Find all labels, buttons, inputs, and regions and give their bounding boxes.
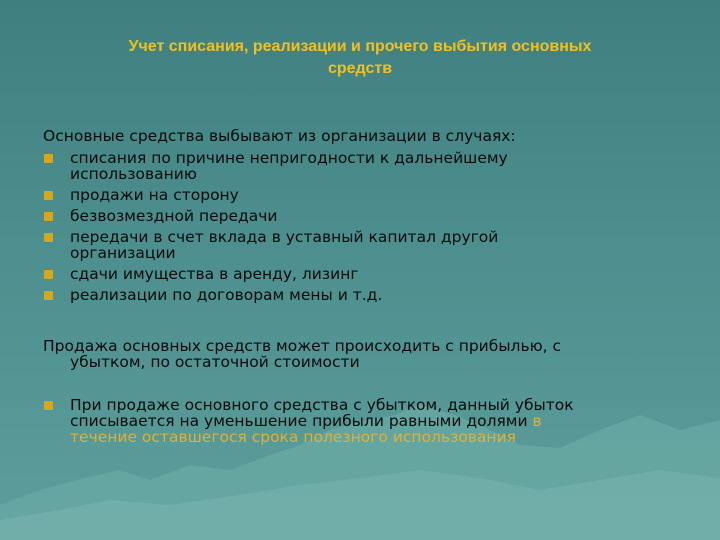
intro-text: Основные средства выбывают из организации в случаях: xyxy=(43,127,516,145)
bullet-list xyxy=(43,150,683,308)
bullet-line-2: организации xyxy=(70,244,176,262)
loss-bullet-list xyxy=(43,397,663,445)
square-bullet-icon xyxy=(44,233,53,242)
list-item xyxy=(43,287,683,303)
square-bullet-icon xyxy=(44,212,53,221)
list-item xyxy=(43,208,683,224)
bullet-line-2: списывается на уменьшение прибыли равными долями xyxy=(70,412,533,430)
list-item xyxy=(43,266,683,282)
title-line-2: средств xyxy=(327,60,393,77)
square-bullet-icon xyxy=(44,291,53,300)
paragraph-line-1: Продажа основных средств может происходить с прибылью, с xyxy=(43,337,562,355)
paragraph-line-2: убытком, по остаточной стоимости xyxy=(70,353,360,371)
bullet-line-1: При продаже основного средства с убытком, данный убыток xyxy=(70,396,574,414)
bullet-line-2: использованию xyxy=(70,165,197,183)
square-bullet-icon xyxy=(44,401,53,410)
bullet-line-1: передачи в счет вклада в уставный капитал другой xyxy=(70,228,499,246)
slide-title xyxy=(60,36,660,80)
bullet-line-1: продажи на сторону xyxy=(70,186,239,204)
bullet-line-1: списания по причине непригодности к дальнейшему xyxy=(70,149,508,167)
sale-paragraph xyxy=(43,338,643,370)
highlight-text: в xyxy=(532,412,542,430)
title-line-1: Учет списания, реализации и прочего выбытия основных xyxy=(128,38,592,55)
list-item xyxy=(43,229,683,261)
bullet-line-1: сдачи имущества в аренду, лизинг xyxy=(70,265,359,283)
list-item xyxy=(43,150,683,182)
square-bullet-icon xyxy=(44,154,53,163)
square-bullet-icon xyxy=(44,191,53,200)
bullet-line-1: реализации по договорам мены и т.д. xyxy=(70,286,383,304)
square-bullet-icon xyxy=(44,270,53,279)
bullet-line-1: безвозмездной передачи xyxy=(70,207,278,225)
list-item xyxy=(43,397,663,445)
highlight-line: течение оставшегося срока полезного использования xyxy=(70,428,516,446)
list-item xyxy=(43,187,683,203)
